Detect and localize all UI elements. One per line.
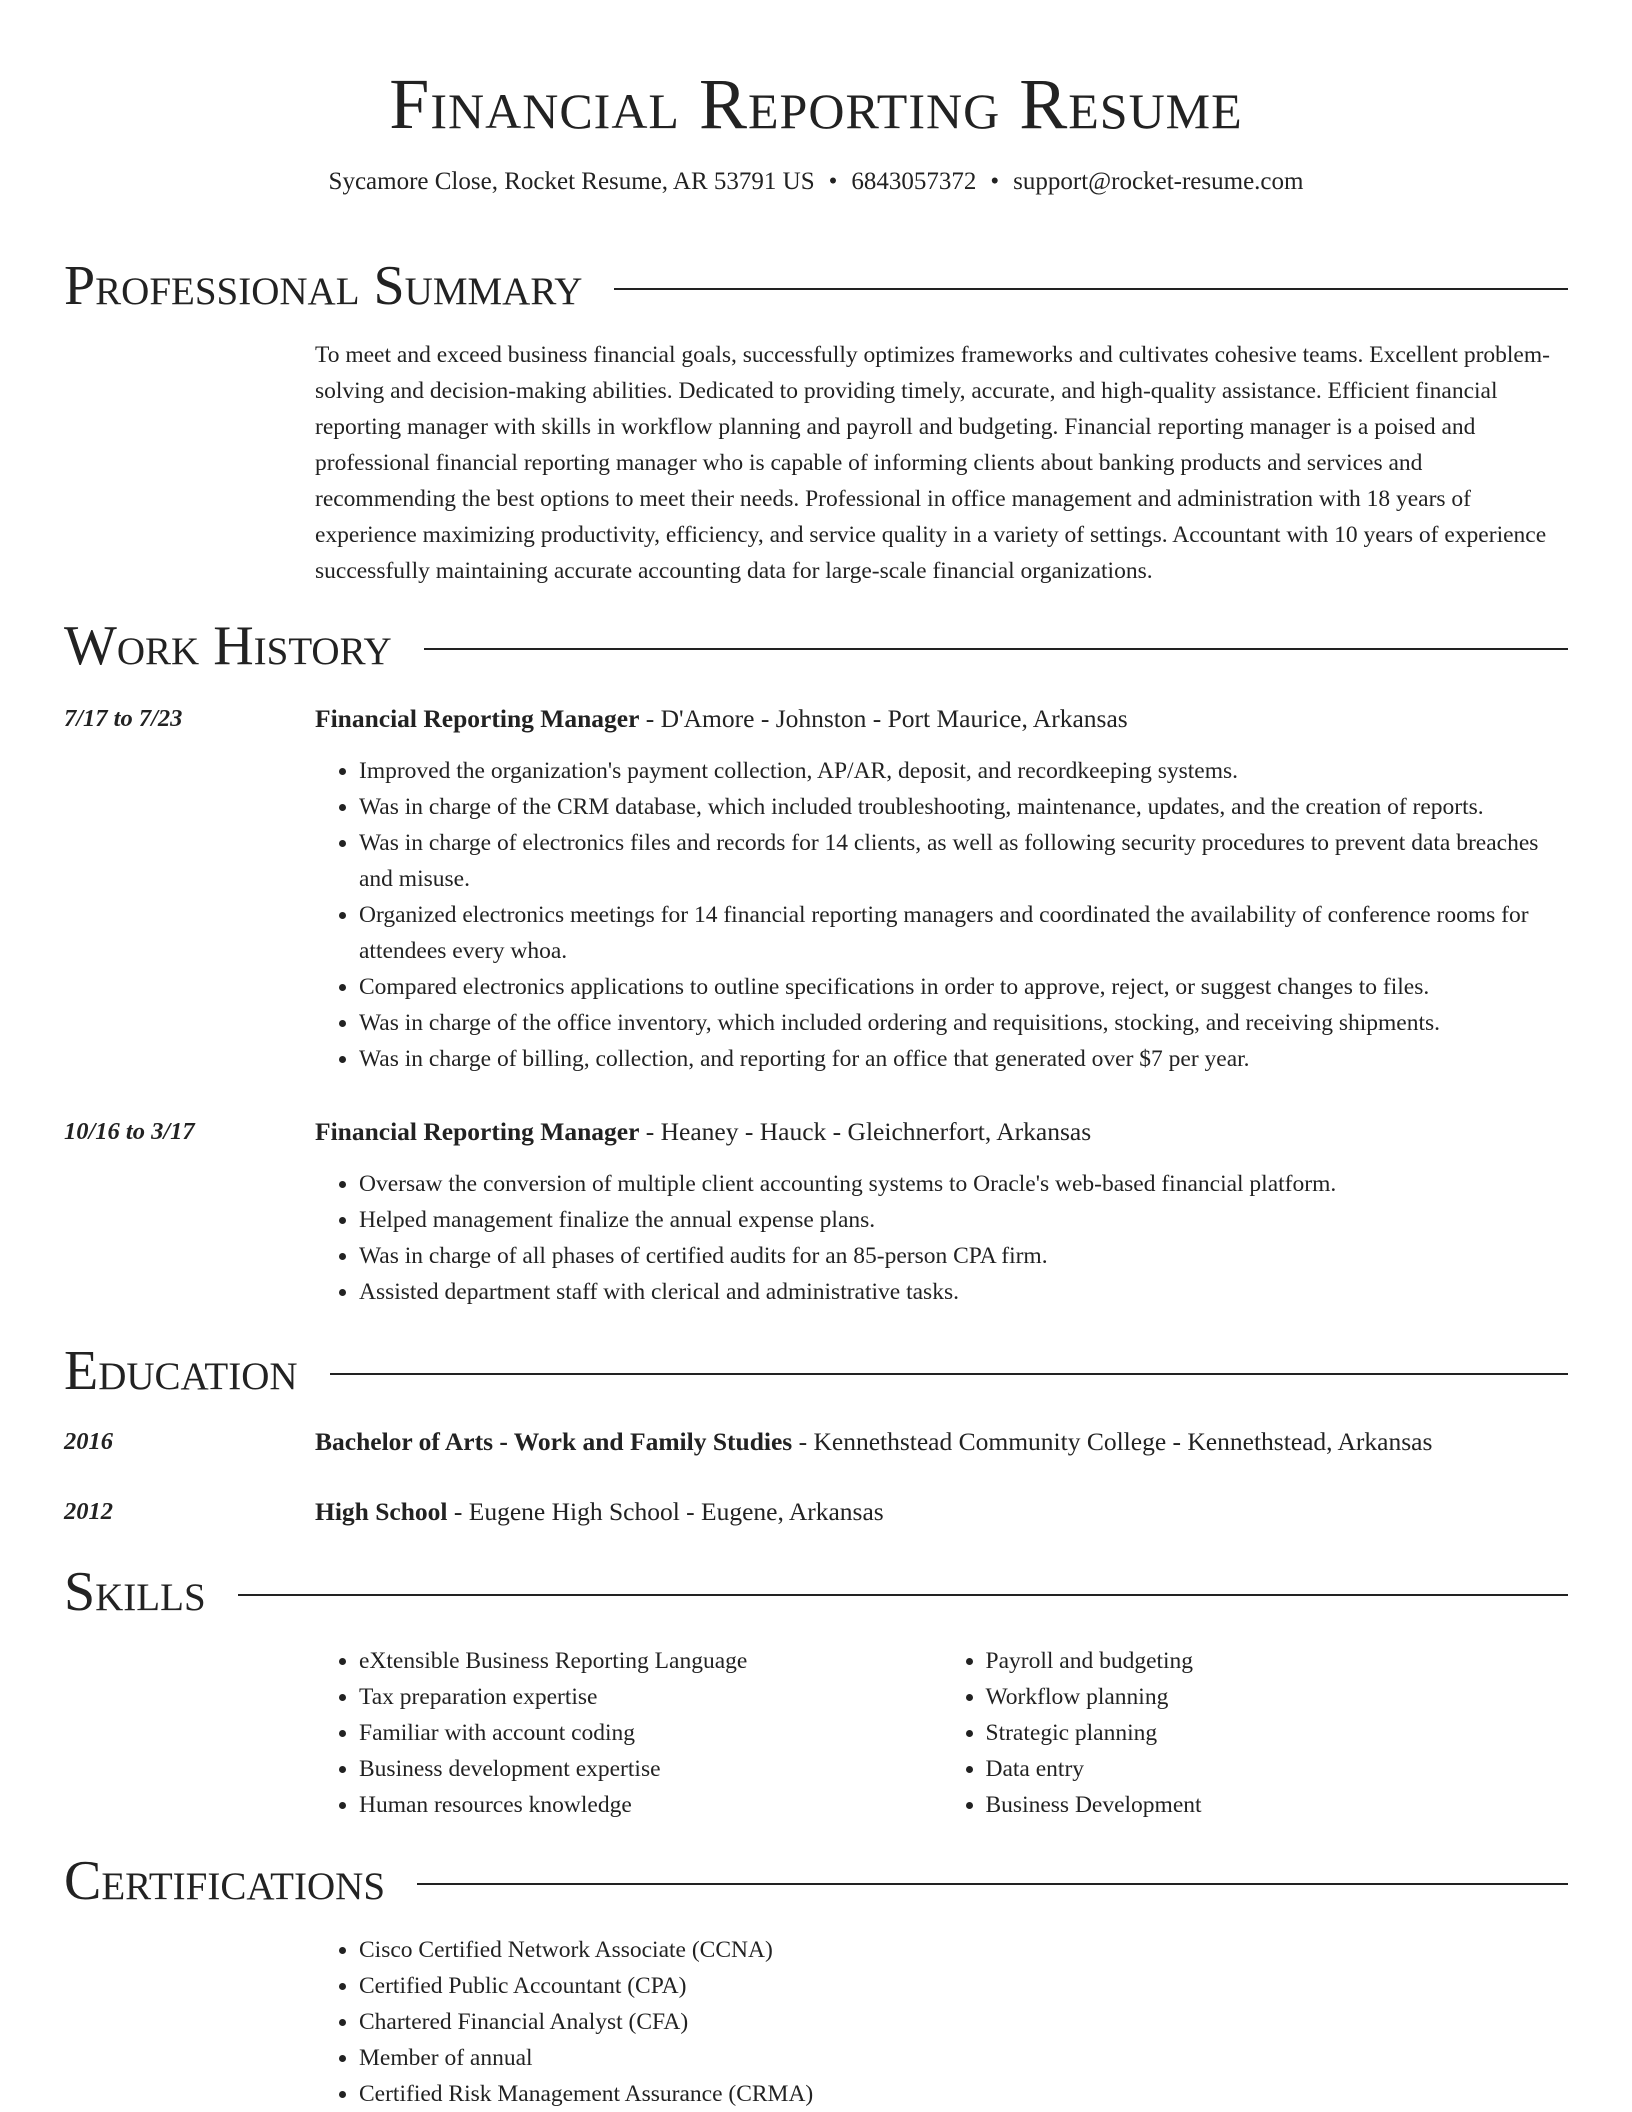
list-item: • Was in charge of the CRM database, which included troubleshooting, maintenance, updates, and the creation of reports. [359, 789, 1568, 825]
education-details: - Kennethstead Community College - Kennethstead, Arkansas [792, 1427, 1433, 1456]
summary-section-header [64, 254, 1568, 318]
resume-title: Financial Reporting Resume [389, 64, 1243, 144]
skills-block [64, 1643, 1568, 1823]
list-item: • Member of annual [359, 2040, 1568, 2076]
list-item: • Oversaw the conversion of multiple client accounting systems to Oracle's web-based financial platform. [359, 1166, 1568, 1202]
list-item: • eXtensible Business Reporting Language [359, 1643, 942, 1679]
list-item: • Was in charge of billing, collection, and reporting for an office that generated over $7 per year. [359, 1041, 1568, 1077]
list-item: • Certified Public Accountant (CPA) [359, 1968, 1568, 2004]
email: support@rocket-resume.com [1013, 168, 1304, 195]
list-item: • Chartered Financial Analyst (CFA) [359, 2004, 1568, 2040]
education-year: 2012 [64, 1498, 113, 1525]
list-item: • Strategic planning [986, 1715, 1569, 1751]
list-item: • Helped management finalize the annual expense plans. [359, 1202, 1568, 1238]
list-item: • Compared electronics applications to outline specifications in order to approve, reject, or suggest changes to files. [359, 969, 1568, 1005]
summary-block [64, 337, 1568, 589]
job-title: Financial Reporting Manager [315, 1117, 640, 1146]
education-year: 2016 [64, 1428, 113, 1455]
certifications-section-header [64, 1849, 1568, 1913]
list-item: • Familiar with account coding [359, 1715, 942, 1751]
education-header [315, 1495, 1568, 1529]
job-details: - D'Amore - Johnston - Port Maurice, Arkansas [639, 704, 1128, 733]
summary-text: To meet and exceed business financial goals, successfully optimizes frameworks and cultivates cohesive teams. Excellent problem-solving and decision-making abilities. Dedicated to providing timely, accurate, and high-quality assistance. Efficient financial reporting manager with skills in workflow planning and payroll and budgeting. Financial reporting manager is a poised and professional financial reporting manager who is capable of informing clients about banking products and services and recommending the best options to meet their needs. Professional in office management and administration with 18 years of experience maximizing productivity, efficiency, and service quality in a variety of settings. Accountant with 10 years of experience successfully maintaining accurate accounting data for large-scale financial organizations. [315, 342, 1550, 584]
job-entry [64, 1115, 1568, 1310]
education-entry [64, 1425, 1568, 1459]
skills-right-list [942, 1643, 1569, 1823]
list-item: • Business Development [986, 1787, 1569, 1823]
education-heading: Education [64, 1340, 298, 1402]
job-header [315, 1115, 1568, 1149]
job-details: - Heaney - Hauck - Gleichnerfort, Arkansas [639, 1117, 1092, 1146]
address: Sycamore Close, Rocket Resume, AR 53791 US [328, 168, 815, 195]
list-item: • Organized electronics meetings for 14 financial reporting managers and coordinated the availability of conference rooms for attendees every whoa. [359, 897, 1568, 969]
skills-left-list [315, 1643, 942, 1823]
certifications-heading: Certifications [64, 1850, 386, 1912]
section-divider [417, 1883, 1568, 1885]
list-item: • Data entry [986, 1751, 1569, 1787]
summary-heading: Professional Summary [64, 255, 583, 317]
skills-heading: Skills [64, 1561, 206, 1623]
education-degree: Bachelor of Arts - Work and Family Studies [315, 1427, 793, 1456]
work-heading: Work History [64, 615, 392, 677]
list-item: • Was in charge of the office inventory, which included ordering and requisitions, stocking, and receiving shipments. [359, 1005, 1568, 1041]
job-bullets [315, 753, 1568, 1077]
job-bullets [315, 1166, 1568, 1310]
list-item: • Tax preparation expertise [359, 1679, 942, 1715]
section-divider [614, 288, 1568, 290]
skills-columns [315, 1643, 1568, 1823]
section-divider [238, 1594, 1568, 1596]
education-section-header [64, 1339, 1568, 1403]
list-item: • Was in charge of all phases of certified audits for an 85-person CPA firm. [359, 1238, 1568, 1274]
list-item: • Business development expertise [359, 1751, 942, 1787]
list-item: • Payroll and budgeting [986, 1643, 1569, 1679]
list-item: • Certified Risk Management Assurance (CRMA) [359, 2076, 1568, 2112]
list-item: • Improved the organization's payment collection, AP/AR, deposit, and recordkeeping systems. [359, 753, 1568, 789]
separator: • [828, 168, 838, 195]
job-entry [64, 702, 1568, 1077]
phone: 6843057372 [851, 168, 977, 195]
section-divider [424, 648, 1568, 650]
contact-line [64, 166, 1568, 198]
certifications-list [315, 1932, 1568, 2112]
job-header [315, 702, 1568, 736]
job-title: Financial Reporting Manager [315, 704, 640, 733]
job-dates: 7/17 to 7/23 [64, 705, 183, 732]
work-section-header [64, 614, 1568, 678]
resume-page [64, 0, 1568, 2107]
education-entry [64, 1495, 1568, 1529]
list-item: • Was in charge of electronics files and records for 14 clients, as well as following security procedures to prevent data breaches and misuse. [359, 825, 1568, 897]
list-item: • Cisco Certified Network Associate (CCNA) [359, 1932, 1568, 1968]
education-header [315, 1425, 1568, 1459]
job-dates: 10/16 to 3/17 [64, 1118, 195, 1145]
education-details: - Eugene High School - Eugene, Arkansas [447, 1497, 884, 1526]
separator: • [990, 168, 1000, 195]
skills-section-header [64, 1560, 1568, 1624]
certifications-block [64, 1932, 1568, 2112]
list-item: • Workflow planning [986, 1679, 1569, 1715]
education-degree: High School [315, 1497, 448, 1526]
list-item: • Human resources knowledge [359, 1787, 942, 1823]
list-item: • Assisted department staff with clerical and administrative tasks. [359, 1274, 1568, 1310]
section-divider [330, 1373, 1568, 1375]
